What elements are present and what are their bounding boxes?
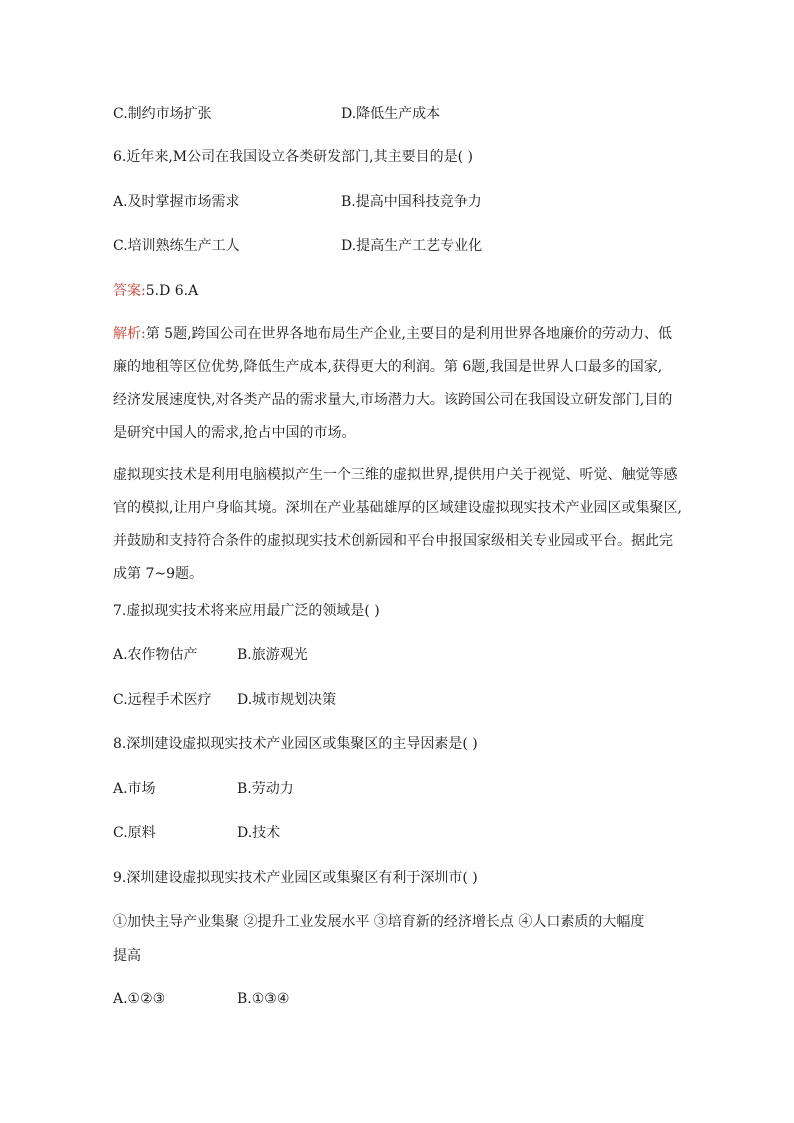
q6-option-d: D.提高生产工艺专业化	[341, 238, 483, 254]
passage-line-1: 虚拟现实技术是利用电脑模拟产生一个三维的虚拟世界,提供用户关于视觉、听觉、触觉等感	[113, 467, 678, 483]
q6-option-a: A.及时掌握市场需求	[113, 194, 240, 210]
q6-option-c: C.培训熟练生产工人	[113, 238, 240, 254]
q9-items-line-1: ①加快主导产业集聚 ②提升工业发展水平 ③培育新的经济增长点 ④人口素质的大幅度	[113, 914, 645, 930]
q9-option-b: B.①③④	[237, 991, 290, 1007]
q7-stem: 7.虚拟现实技术将来应用最广泛的领域是( )	[113, 603, 380, 619]
q7-option-b: B.旅游观光	[237, 647, 308, 663]
passage-line-2: 官的模拟,让用户身临其境。深圳在产业基础雄厚的区域建设虚拟现实技术产业园区或集聚区,	[113, 500, 682, 516]
q8-option-c: C.原料	[113, 825, 156, 841]
q6-stem: 6.近年来,M公司在我国设立各类研发部门,其主要目的是( )	[113, 149, 473, 165]
q8-option-d: D.技术	[237, 825, 281, 841]
answer-label: 答案:	[113, 283, 146, 299]
q6-option-b: B.提高中国科技竞争力	[341, 194, 482, 210]
passage-line-3: 并鼓励和支持符合条件的虚拟现实技术创新园和平台申报国家级相关专业园或平台。据此完	[113, 533, 673, 549]
q9-option-a: A.①②③	[113, 991, 166, 1007]
q8-option-a: A.市场	[113, 781, 156, 797]
passage-line-4: 成第 7~9题。	[113, 566, 203, 582]
answer-text: 5.D 6.A	[145, 283, 199, 299]
q7-option-c: C.远程手术医疗	[113, 692, 212, 708]
analysis-line-4: 是研究中国人的需求,抢占中国的市场。	[113, 425, 356, 441]
q8-option-b: B.劳动力	[237, 781, 294, 797]
q9-stem: 9.深圳建设虚拟现实技术产业园区或集聚区有利于深圳市( )	[113, 870, 478, 886]
answer-line	[113, 281, 198, 301]
q7-option-d: D.城市规划决策	[237, 692, 337, 708]
q8-stem: 8.深圳建设虚拟现实技术产业园区或集聚区的主导因素是( )	[113, 736, 478, 752]
analysis-label: 解析:	[113, 326, 146, 342]
analysis-line-2: 廉的地租等区位优势,降低生产成本,获得更大的利润。第 6题,我国是世界人口最多的国家,	[113, 359, 663, 375]
passage-paragraph	[113, 459, 683, 591]
q5-option-d: D.降低生产成本	[341, 106, 441, 122]
analysis-line-3: 经济发展速度快,对各类产品的需求量大,市场潜力大。该跨国公司在我国设立研发部门,目的	[113, 392, 673, 408]
q5-option-c: C.制约市场扩张	[113, 106, 212, 122]
q9-items-line-2: 提高	[113, 948, 141, 964]
analysis-paragraph	[113, 318, 683, 450]
analysis-line-1: 第 5题,跨国公司在世界各地布局生产企业,主要目的是利用世界各地廉价的劳动力、低	[145, 326, 672, 342]
q7-option-a: A.农作物估产	[113, 647, 198, 663]
